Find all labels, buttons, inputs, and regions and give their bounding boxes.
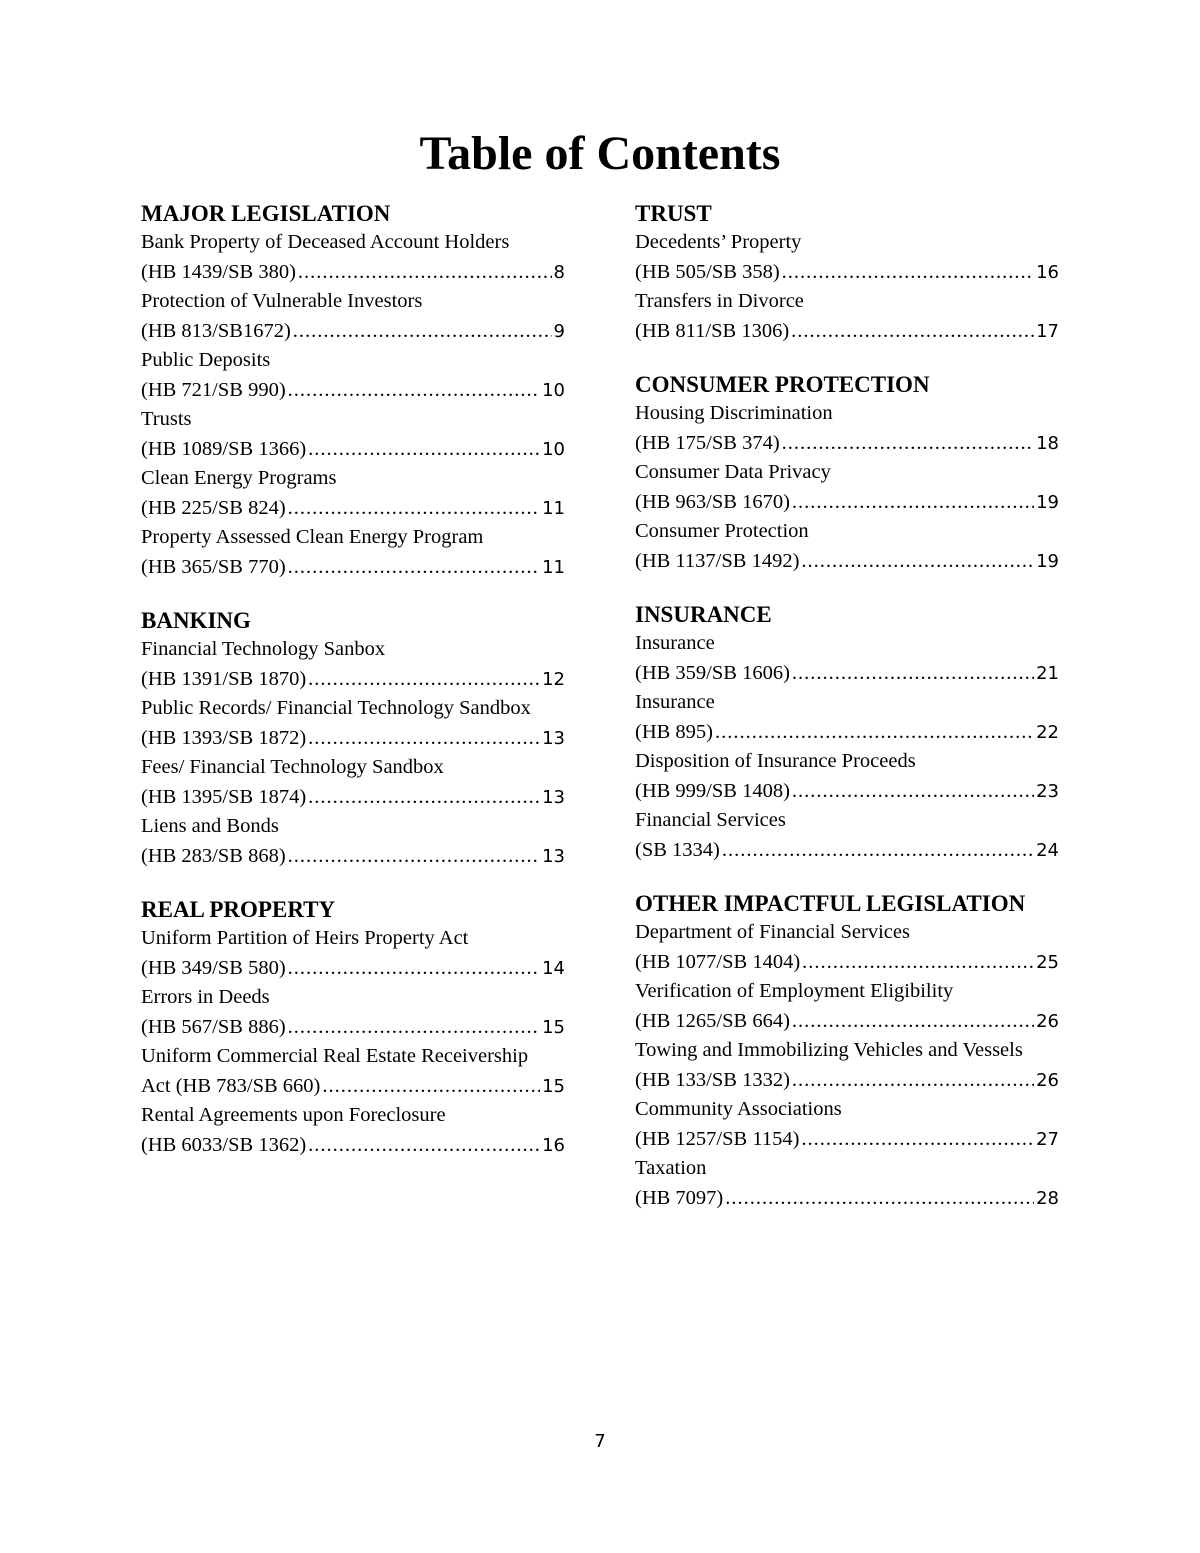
dot-leader [288,1013,540,1043]
entry-bill-ref: (HB 721/SB 990) [141,378,286,401]
entry-page-number: 23 [1036,780,1059,802]
dot-leader [791,317,1034,347]
entry-title: Uniform Partition of Heirs Property Act [141,927,469,949]
entry-page-number: 19 [1036,491,1059,513]
entry-bill-ref: (HB 283/SB 868) [141,844,286,867]
dot-leader [792,488,1034,518]
dot-leader [308,1131,540,1161]
entry-title: Department of Financial Services [635,921,910,943]
entry-page-number: 13 [542,727,565,749]
toc-entry [141,523,565,582]
toc-entry [141,405,565,464]
dot-leader [801,547,1034,577]
entry-title: Rental Agreements upon Foreclosure [141,1104,446,1126]
entry-title: Insurance [635,632,715,654]
section-heading: REAL PROPERTY [141,897,336,922]
toc-entry [635,688,1059,747]
entry-page-number: 10 [542,438,565,460]
dot-leader [792,659,1034,689]
entry-title: Public Records/ Financial Technology Sandbox [141,697,531,719]
toc-right-column [635,200,1059,1213]
toc-entry [141,753,565,812]
entry-page-number: 14 [542,957,565,979]
toc-entry [635,977,1059,1036]
entry-title: Insurance [635,691,715,713]
entry-bill-ref: (HB 365/SB 770) [141,555,286,578]
dot-leader [782,429,1034,459]
dot-leader [288,376,540,406]
entry-bill-ref: (SB 1334) [635,838,720,861]
entry-page-number: 13 [542,786,565,808]
entry-bill-ref: (HB 505/SB 358) [635,260,780,283]
toc-section-insurance [635,601,1059,865]
dot-leader [308,665,540,695]
entry-page-number: 25 [1036,951,1059,973]
entry-title: Taxation [635,1157,707,1179]
dot-leader [792,1007,1034,1037]
entry-title: Fees/ Financial Technology Sandbox [141,756,444,778]
dot-leader [801,1125,1034,1155]
entry-page-number: 11 [542,556,565,578]
page-title: Table of Contents [419,127,781,180]
entry-title: Errors in Deeds [141,986,270,1008]
entry-title: Verification of Employment Eligibility [635,980,954,1002]
toc-entry [635,228,1059,287]
entry-bill-ref: (HB 1137/SB 1492) [635,549,800,572]
toc-section-real-property [141,896,565,1160]
toc-entry [635,747,1059,806]
toc-entry [635,1036,1059,1095]
toc-entry [141,812,565,871]
entry-title: Consumer Data Privacy [635,461,831,483]
entry-bill-ref: (HB 1391/SB 1870) [141,667,307,690]
entry-bill-ref: (HB 1077/SB 1404) [635,950,801,973]
section-heading: BANKING [141,608,251,633]
dot-leader [293,317,552,347]
entry-bill-ref: (HB 7097) [635,1186,724,1209]
toc-entry [141,228,565,287]
dot-leader [715,718,1034,748]
entry-page-number: 12 [542,668,565,690]
entry-bill-ref: (HB 1257/SB 1154) [635,1127,800,1150]
entry-title: Transfers in Divorce [635,290,804,312]
toc-entry [635,458,1059,517]
entry-bill-ref: (HB 1439/SB 380) [141,260,296,283]
dot-leader [792,1066,1034,1096]
section-heading: INSURANCE [635,602,772,627]
entry-title: Decedents’ Property [635,231,802,253]
entry-title: Towing and Immobilizing Vehicles and Vessels [635,1039,1023,1061]
dot-leader [308,724,540,754]
dot-leader [308,435,540,465]
entry-bill-ref: (HB 895) [635,720,714,743]
entry-bill-ref: (HB 813/SB1672) [141,319,291,342]
entry-page-number: 13 [542,845,565,867]
dot-leader [288,494,540,524]
toc-entry [141,635,565,694]
entry-title: Public Deposits [141,349,271,371]
entry-page-number: 19 [1036,550,1059,572]
toc-left-column [141,200,565,1160]
entry-title: Uniform Commercial Real Estate Receivership [141,1045,529,1067]
entry-title: Trusts [141,408,192,430]
entry-title: Liens and Bonds [141,815,279,837]
entry-bill-ref: (HB 349/SB 580) [141,956,286,979]
entry-bill-ref: (HB 963/SB 1670) [635,490,790,513]
toc-section-consumer-protection [635,371,1059,576]
entry-title: Disposition of Insurance Proceeds [635,750,916,772]
toc-entry [635,517,1059,576]
section-heading: CONSUMER PROTECTION [635,372,930,397]
entry-page-number: 16 [1036,261,1059,283]
dot-leader [308,783,540,813]
section-heading: MAJOR LEGISLATION [141,201,391,226]
toc-section-major-legislation [141,200,565,582]
section-heading: OTHER IMPACTFUL LEGISLATION [635,891,1026,916]
toc-entry [141,287,565,346]
dot-leader [802,948,1034,978]
toc-entry [635,287,1059,346]
entry-title: Protection of Vulnerable Investors [141,290,423,312]
dot-leader [782,258,1034,288]
toc-entry [635,1154,1059,1213]
entry-page-number: 15 [542,1016,565,1038]
entry-page-number: 18 [1036,432,1059,454]
entry-title: Consumer Protection [635,520,809,542]
toc-section-banking [141,607,565,871]
toc-entry [635,399,1059,458]
entry-bill-ref: (HB 567/SB 886) [141,1015,286,1038]
entry-page-number: 16 [542,1134,565,1156]
entry-bill-ref: (HB 1393/SB 1872) [141,726,307,749]
entry-title: Bank Property of Deceased Account Holders [141,231,510,253]
entry-bill-ref: (HB 175/SB 374) [635,431,780,454]
toc-entry [141,464,565,523]
entry-title: Community Associations [635,1098,842,1120]
entry-bill-ref: (HB 225/SB 824) [141,496,286,519]
entry-page-number: 15 [542,1075,565,1097]
entry-title: Financial Technology Sanbox [141,638,386,660]
entry-title: Housing Discrimination [635,402,833,424]
toc-entry [635,629,1059,688]
entry-page-number: 26 [1036,1010,1059,1032]
toc-section-trust [635,200,1059,346]
entry-page-number: 24 [1036,839,1059,861]
toc-entry [141,1101,565,1160]
entry-bill-ref: (HB 1089/SB 1366) [141,437,307,460]
entry-page-number: 22 [1036,721,1059,743]
entry-bill-ref: (HB 999/SB 1408) [635,779,790,802]
entry-page-number: 10 [542,379,565,401]
toc-entry [635,918,1059,977]
dot-leader [722,836,1034,866]
entry-bill-ref: (HB 6033/SB 1362) [141,1133,307,1156]
toc-section-other-impactful-legislation [635,890,1059,1213]
entry-bill-ref: (HB 1265/SB 664) [635,1009,790,1032]
toc-entry [141,1042,565,1101]
entry-page-number: 26 [1036,1069,1059,1091]
toc-entry [635,1095,1059,1154]
toc-entry [141,983,565,1042]
entry-bill-ref: (HB 359/SB 1606) [635,661,790,684]
entry-page-number: 28 [1036,1187,1059,1209]
entry-title: Property Assessed Clean Energy Program [141,526,484,548]
dot-leader [792,777,1034,807]
entry-title: Financial Services [635,809,786,831]
entry-bill-ref: (HB 1395/SB 1874) [141,785,307,808]
dot-leader [288,842,540,872]
entry-title: Clean Energy Programs [141,467,337,489]
entry-bill-ref: Act (HB 783/SB 660) [141,1074,321,1097]
dot-leader [725,1184,1034,1214]
toc-entry [635,806,1059,865]
entry-page-number: 27 [1036,1128,1059,1150]
entry-bill-ref: (HB 133/SB 1332) [635,1068,790,1091]
toc-entry [141,694,565,753]
entry-page-number: 17 [1036,320,1059,342]
entry-page-number: 9 [553,320,565,342]
toc-entry [141,924,565,983]
entry-bill-ref: (HB 811/SB 1306) [635,319,790,342]
dot-leader [298,258,552,288]
dot-leader [288,553,540,583]
entry-page-number: 11 [542,497,565,519]
page-number: 7 [594,1431,606,1452]
entry-page-number: 21 [1036,662,1059,684]
dot-leader [288,954,540,984]
section-heading: TRUST [635,201,712,226]
toc-entry [141,346,565,405]
dot-leader [322,1072,540,1102]
entry-page-number: 8 [553,261,565,283]
